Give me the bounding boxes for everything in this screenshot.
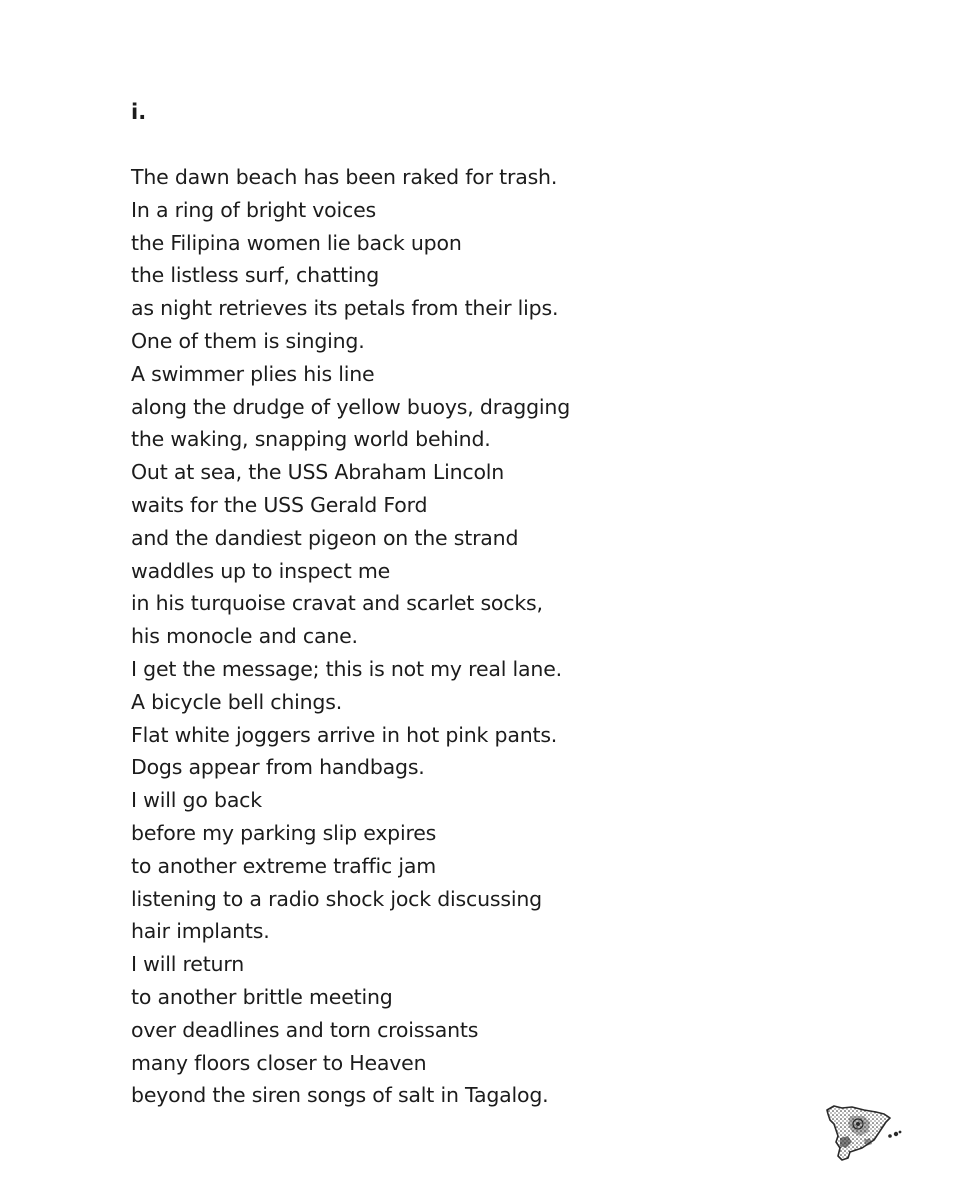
- poem-line: waddles up to inspect me: [131, 558, 391, 583]
- poem-line: the Filipina women lie back upon: [131, 230, 462, 255]
- poem-line: Out at sea, the USS Abraham Lincoln: [131, 460, 505, 485]
- poem-line: A swimmer plies his line: [131, 361, 375, 386]
- poem-line: The dawn beach has been raked for trash.: [131, 165, 558, 189]
- poem-line: A bicycle bell chings.: [131, 689, 343, 714]
- poem-line: as night retrieves its petals from their lips.: [131, 296, 559, 321]
- poem: [131, 96, 891, 1112]
- poem-line: Flat white joggers arrive in hot pink pants.: [131, 722, 558, 747]
- poem-line: hair implants.: [131, 919, 270, 944]
- poem-line: the listless surf, chatting: [131, 263, 380, 288]
- poem-line: and the dandiest pigeon on the strand: [131, 525, 519, 550]
- poem-line: I get the message; this is not my real lane.: [131, 656, 562, 681]
- poem-lines: [131, 161, 891, 1112]
- poem-line: Dogs appear from handbags.: [131, 755, 425, 780]
- section-numeral: i.: [131, 100, 147, 124]
- poem-line: I will go back: [131, 788, 262, 813]
- poem-line: in his turquoise cravat and scarlet socks,: [131, 591, 543, 616]
- poem-line: to another brittle meeting: [131, 984, 393, 1009]
- poem-line: One of them is singing.: [131, 328, 365, 353]
- poem-line: beyond the siren songs of salt in Tagalog.: [131, 1083, 549, 1108]
- poem-line: along the drudge of yellow buoys, dragging: [131, 394, 571, 419]
- poem-line: over deadlines and torn croissants: [131, 1017, 479, 1042]
- poem-line: I will return: [131, 952, 245, 977]
- poem-line: waits for the USS Gerald Ford: [131, 492, 428, 517]
- poem-line: before my parking slip expires: [131, 820, 437, 845]
- poem-line: his monocle and cane.: [131, 624, 358, 649]
- poem-line: listening to a radio shock jock discussing: [131, 886, 542, 911]
- poem-line: In a ring of bright voices: [131, 197, 376, 222]
- poem-line: many floors closer to Heaven: [131, 1050, 427, 1075]
- poem-line: the waking, snapping world behind.: [131, 427, 491, 452]
- poem-line: to another extreme traffic jam: [131, 853, 437, 878]
- iberian-peninsula-map-icon: [824, 1102, 904, 1162]
